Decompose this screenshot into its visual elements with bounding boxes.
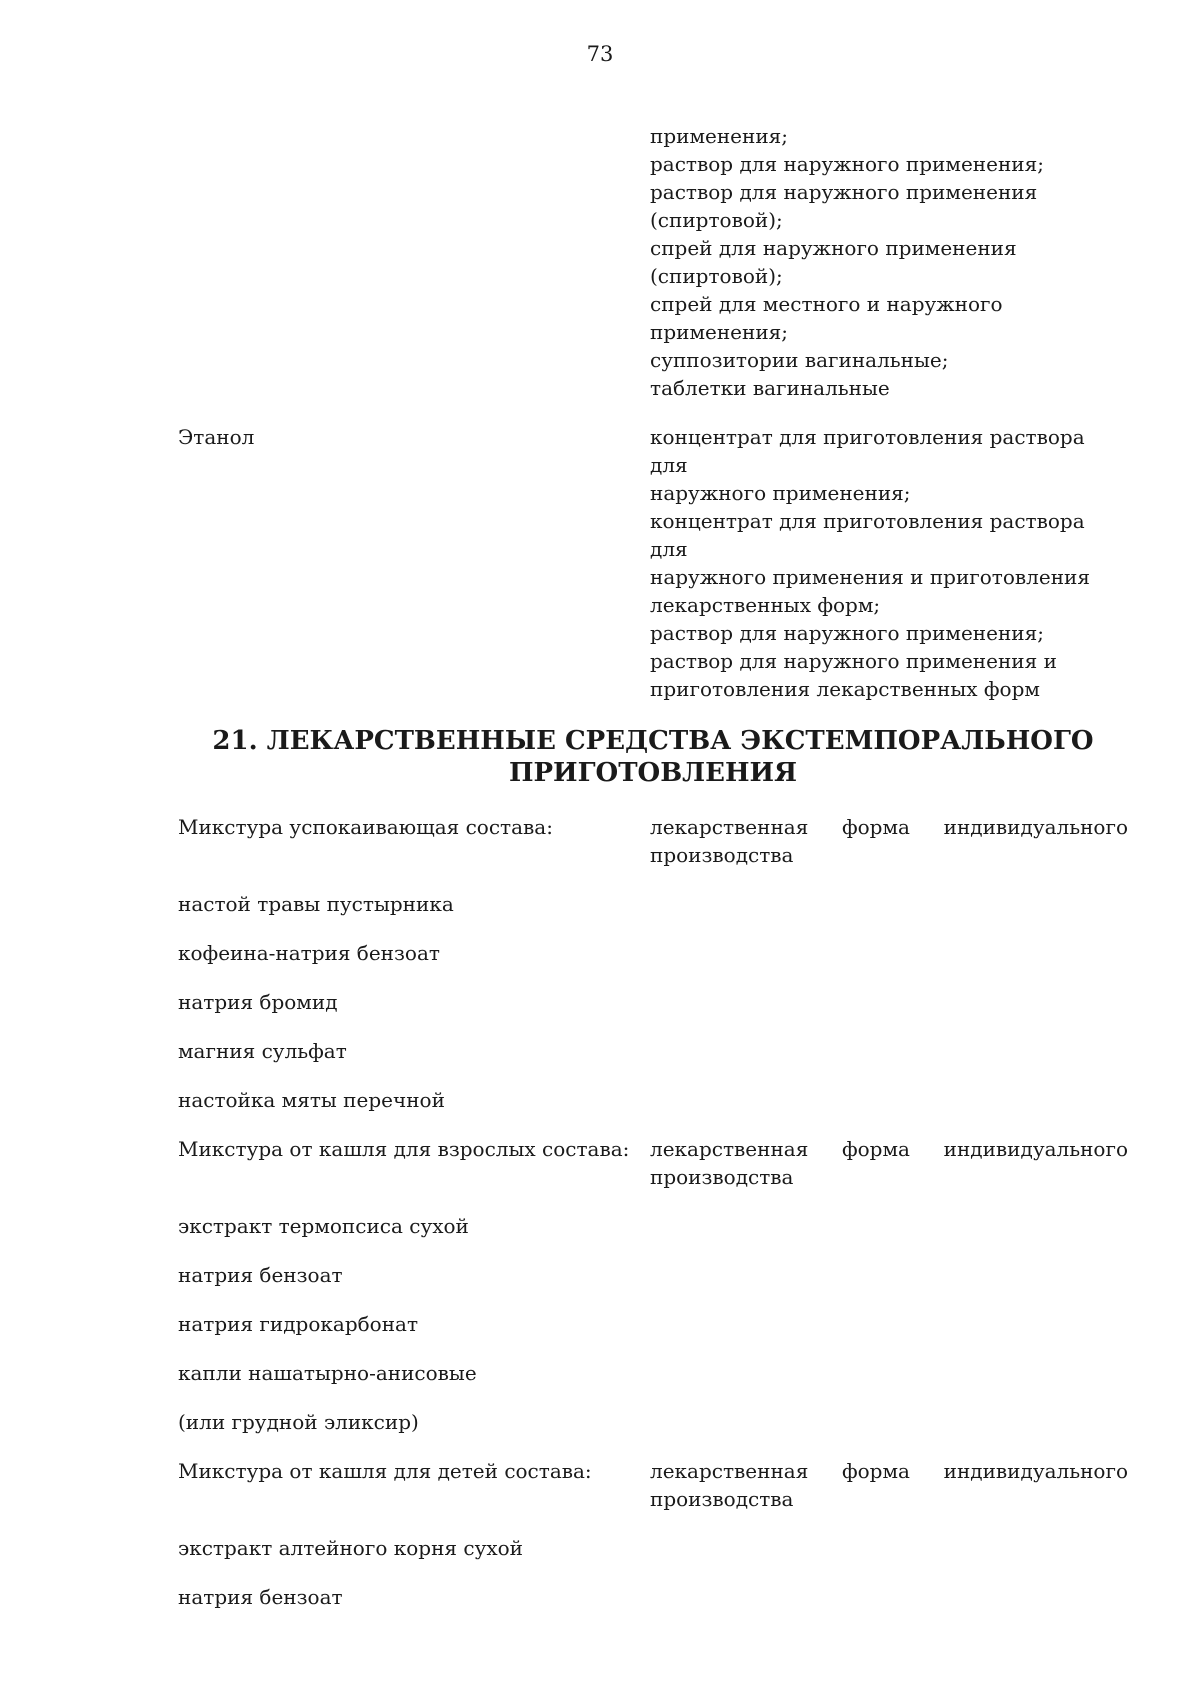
mixture-name: Микстура от кашля для детей состава: [178,1459,592,1483]
form-line: производства [650,1165,794,1189]
section-heading-line: 21. ЛЕКАРСТВЕННЫЕ СРЕДСТВА ЭКСТЕМПОРАЛЬНОГО [212,726,1094,756]
form-word: форма [841,1137,910,1161]
form-line-justified [650,1135,1128,1163]
ingredient-item: натрия бромид [178,990,338,1014]
dosage-forms-cell [650,423,1128,703]
section-heading-line: ПРИГОТОВЛЕНИЯ [508,758,798,788]
dosage-form-line: наружного применения и приготовления [650,565,1090,589]
ingredient-item: экстракт термопсиса сухой [178,1214,469,1238]
dosage-forms-cell [650,813,1128,869]
ingredient-item: экстракт алтейного корня сухой [178,1536,523,1560]
dosage-form-line: раствор для наружного применения и [650,649,1057,673]
dosage-forms-cell [650,1135,1128,1191]
mixture-name: Микстура от кашля для взрослых состава: [178,1137,630,1161]
form-word: индивидуального [943,815,1128,839]
ethanol-row [178,423,1128,703]
dosage-form-line: лекарственных форм; [650,593,881,617]
ingredient-item: кофеина-натрия бензоат [178,941,440,965]
continuation-row [178,122,1128,402]
dosage-forms-cell [650,1457,1128,1513]
form-word: форма [841,815,910,839]
form-word: лекарственная [650,1137,809,1161]
dosage-form-line: суппозитории вагинальные; [650,348,949,372]
form-word: форма [841,1459,910,1483]
continuation-forms-list [650,122,1128,402]
ingredient-item: капли нашатырно-анисовые [178,1361,477,1385]
form-line: производства [650,1487,794,1511]
document-content [178,122,1128,1611]
dosage-form-line: наружного применения; [650,481,911,505]
dosage-form-line: таблетки вагинальные [650,376,890,400]
dosage-form-line: спрей для наружного применения [650,236,1017,260]
ingredient-item: (или грудной эликсир) [178,1410,419,1434]
mixture-row [178,1135,1128,1191]
dosage-form-line: применения; [650,320,789,344]
form-line-justified [650,813,1128,841]
dosage-form-line: приготовления лекарственных форм [650,677,1040,701]
ingredient-item: натрия гидрокарбонат [178,1312,419,1336]
dosage-form-line: концентрат для приготовления раствора для [650,425,1085,477]
dosage-form-line: (спиртовой); [650,208,783,232]
dosage-form-line: (спиртовой); [650,264,783,288]
drug-name: Этанол [178,425,255,449]
ingredient-item: настой травы пустырника [178,892,454,916]
ingredient-item: настойка мяты перечной [178,1088,445,1112]
dosage-form-line: применения; [650,124,789,148]
form-word: лекарственная [650,1459,809,1483]
ingredient-item: магния сульфат [178,1039,347,1063]
dosage-form-line: раствор для наружного применения [650,180,1038,204]
ingredient-item: натрия бензоат [178,1585,343,1609]
dosage-form-line: концентрат для приготовления раствора для [650,509,1085,561]
form-line: производства [650,843,794,867]
ethanol-forms-list [650,423,1128,703]
ingredient-item: натрия бензоат [178,1263,343,1287]
dosage-form-line: раствор для наружного применения; [650,152,1044,176]
dosage-form-line: раствор для наружного применения; [650,621,1044,645]
page-number: 73 [586,42,614,66]
dosage-forms-cell [650,122,1128,402]
form-word: индивидуального [943,1459,1128,1483]
section-heading [178,725,1128,789]
form-word: лекарственная [650,815,809,839]
dosage-form-line: спрей для местного и наружного [650,292,1003,316]
mixture-row [178,1457,1128,1513]
mixture-row [178,813,1128,869]
form-line-justified [650,1457,1128,1485]
form-word: индивидуального [943,1137,1128,1161]
mixture-name: Микстура успокаивающая состава: [178,815,553,839]
